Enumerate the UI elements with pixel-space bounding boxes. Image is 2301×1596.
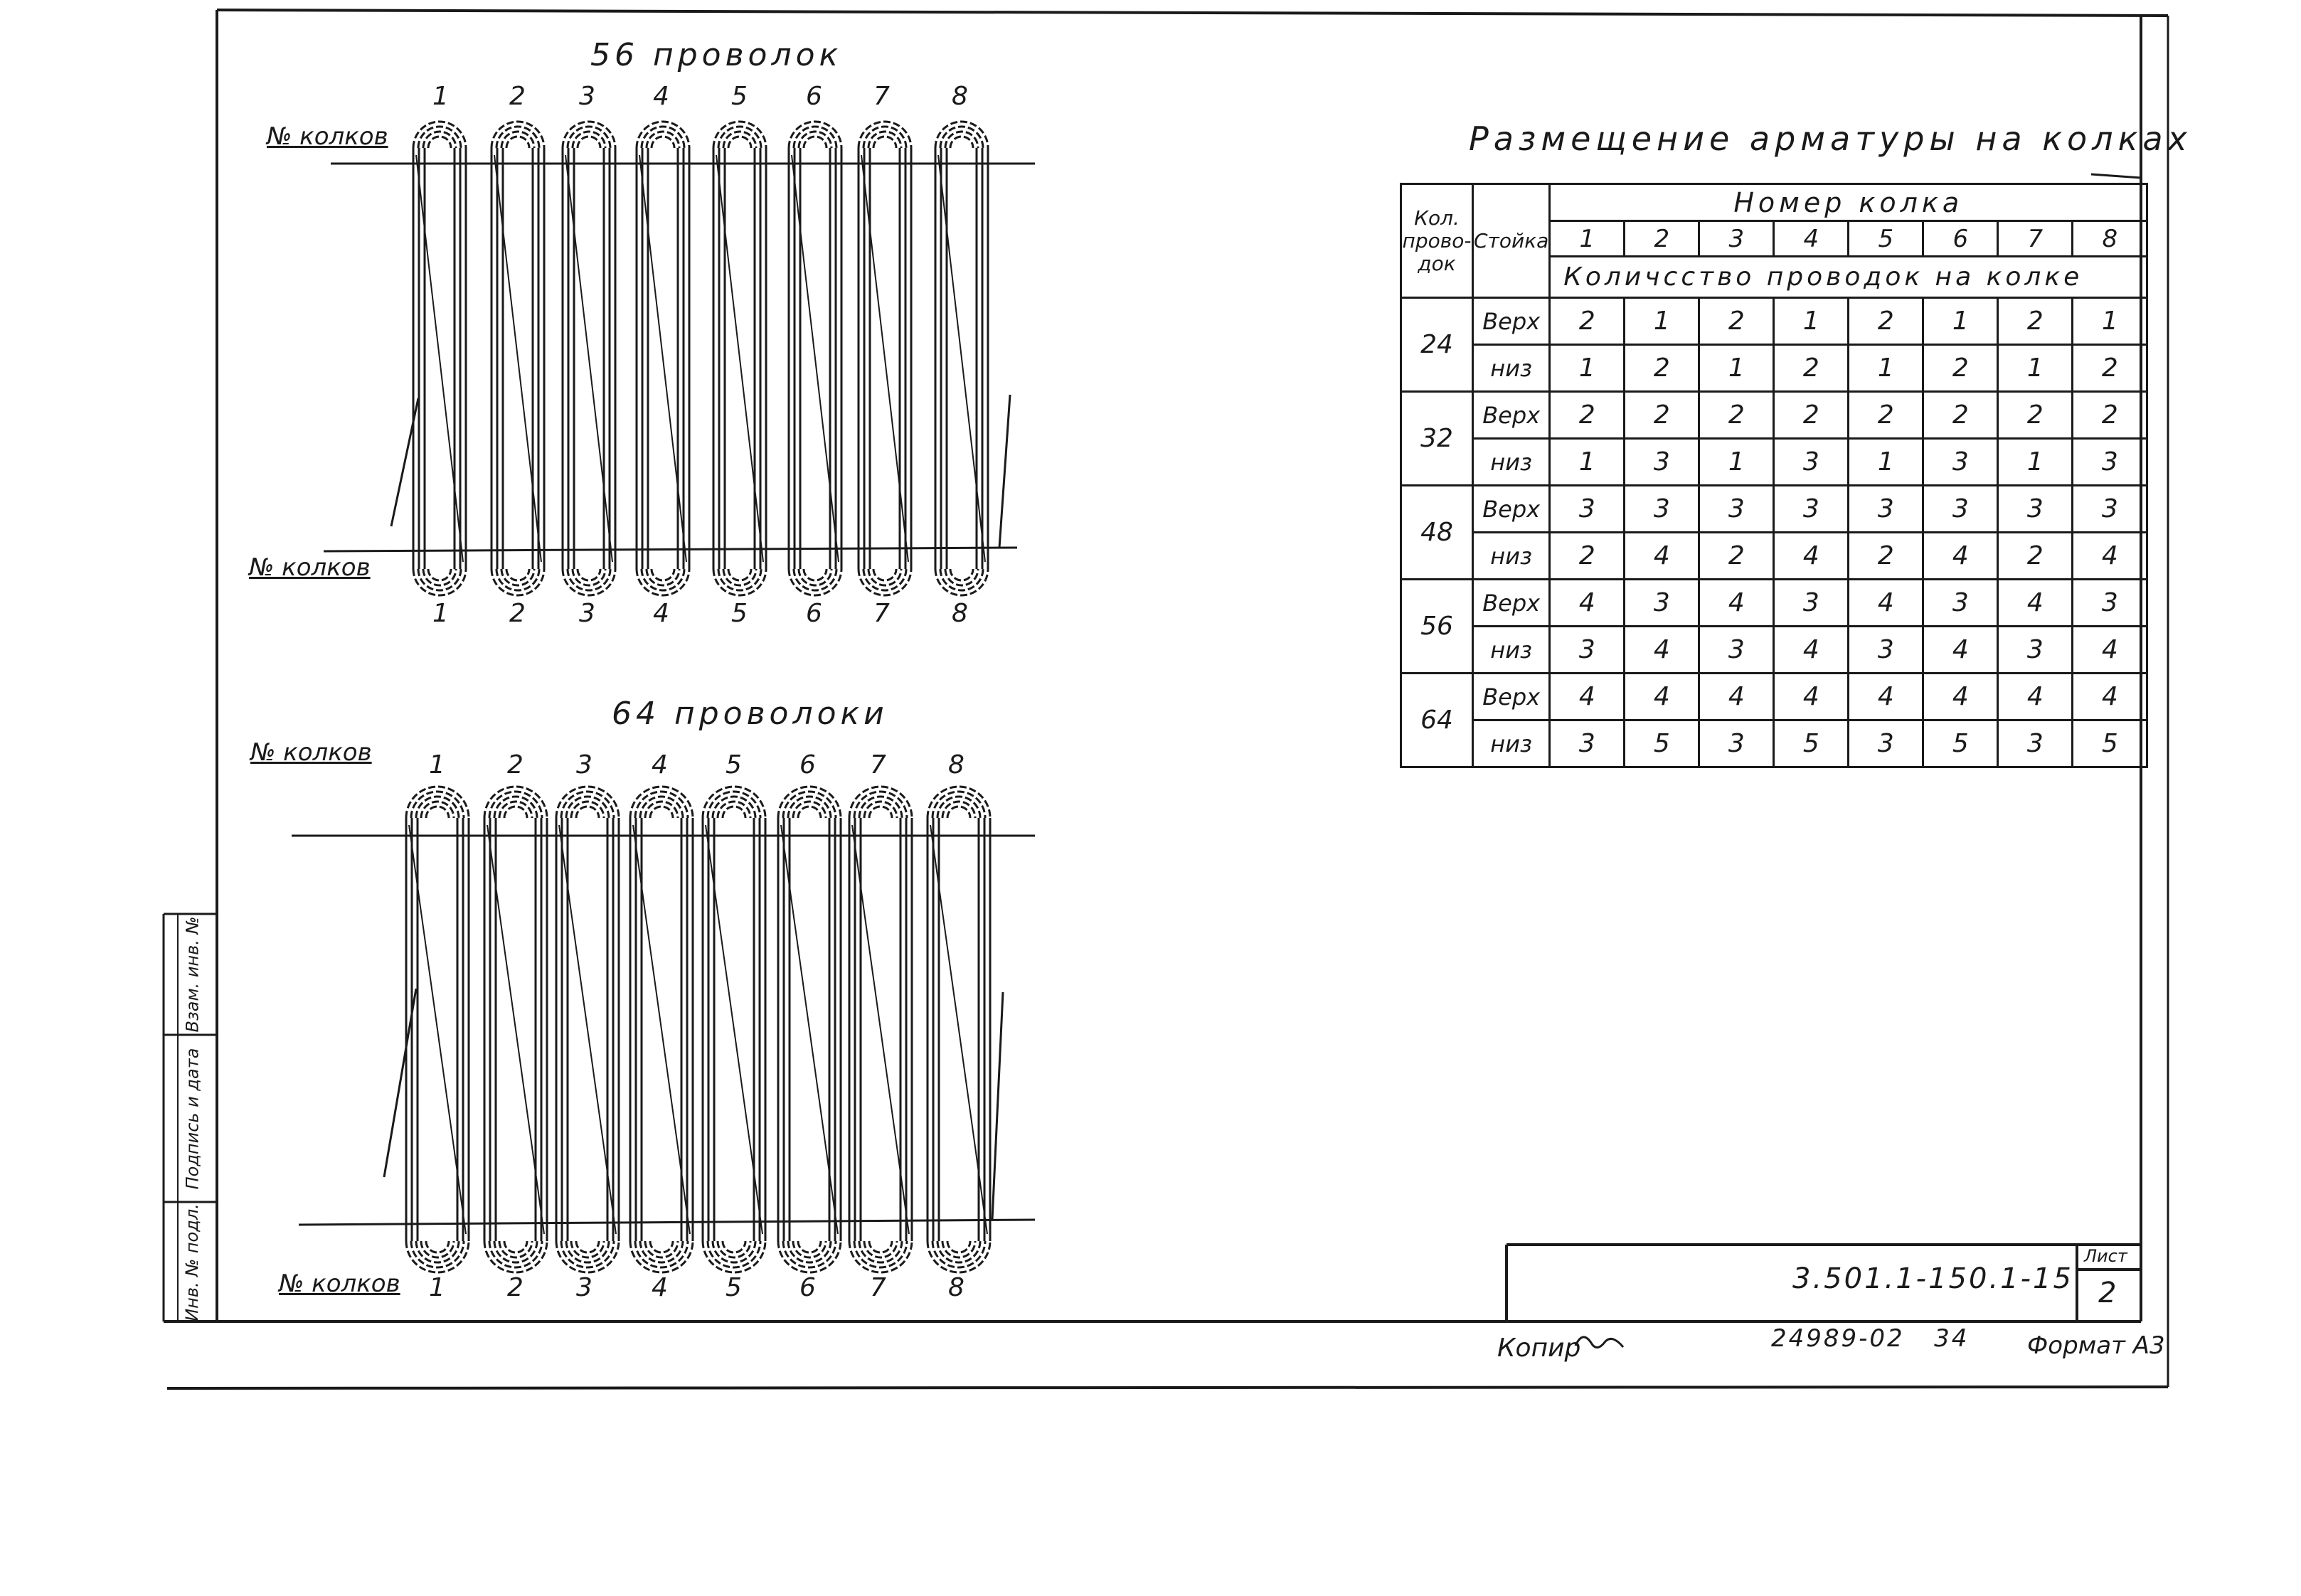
wire-count-value: 1 <box>1923 298 1998 345</box>
post-cell: Верх <box>1473 580 1550 627</box>
coil-loop <box>703 787 765 1272</box>
peg-number-label: 4 <box>653 82 669 111</box>
wire-count-value: 4 <box>1550 674 1625 720</box>
peg-number-cell: 2 <box>1625 221 1699 257</box>
peg-number-cell: 6 <box>1923 221 1998 257</box>
wire-count-value: 2 <box>1550 533 1625 580</box>
peg-number-label: 4 <box>652 750 668 780</box>
wire-count-value: 3 <box>1625 580 1699 627</box>
peg-number-cell: 1 <box>1550 221 1625 257</box>
post-cell: Верх <box>1473 674 1550 720</box>
peg-number-label: 2 <box>509 82 526 111</box>
diagram-64-top-label: № колков <box>250 738 372 767</box>
table-row <box>1401 674 2147 720</box>
wire-count-value: 3 <box>1923 580 1998 627</box>
wire-count-value: 4 <box>1923 674 1998 720</box>
coil-loop <box>637 122 689 595</box>
peg-number-label: 4 <box>652 1273 668 1302</box>
copied-by: Копир <box>1497 1334 1581 1363</box>
wire-count-value: 3 <box>1550 627 1625 674</box>
coil-loop <box>563 122 615 595</box>
post-cell: низ <box>1473 439 1550 486</box>
wire-count-value: 1 <box>1998 345 2073 392</box>
coil-loop <box>789 122 841 595</box>
wire-count-value: 4 <box>2073 674 2147 720</box>
wire-count-value: 4 <box>1625 533 1699 580</box>
coil-loop <box>928 787 990 1272</box>
peg-number-label: 6 <box>799 1273 816 1302</box>
wire-count-value: 4 <box>1550 580 1625 627</box>
wire-count-value: 1 <box>1550 439 1625 486</box>
side-stamp-cell: Подпись и дата <box>182 1048 203 1189</box>
wire-count-cell: 48 <box>1401 486 1473 580</box>
wire-count-value: 4 <box>2073 533 2147 580</box>
coil-loop <box>630 787 693 1272</box>
wire-count-value: 2 <box>1849 298 1923 345</box>
table-row <box>1401 627 2147 674</box>
wire-count-value: 3 <box>1699 627 1774 674</box>
post-cell: низ <box>1473 345 1550 392</box>
peg-number-label: 7 <box>873 599 890 628</box>
coil-loop <box>413 122 466 595</box>
wire-count-value: 4 <box>1625 627 1699 674</box>
peg-number-header: Номер колка <box>1550 184 2147 221</box>
diagram-64-bottom-label: № колков <box>279 1270 400 1298</box>
peg-number-label: 5 <box>731 599 748 628</box>
coil-diagram-56 <box>413 122 988 595</box>
diagram-56-top-label: № колков <box>267 122 388 151</box>
wire-count-value: 3 <box>1849 486 1923 533</box>
post-cell: Верх <box>1473 392 1550 439</box>
wire-count-value: 4 <box>1774 627 1849 674</box>
wire-count-value: 4 <box>1849 580 1923 627</box>
wire-count-value: 3 <box>1774 580 1849 627</box>
coil-loop <box>406 787 469 1272</box>
post-cell: низ <box>1473 720 1550 767</box>
sheet-label: Лист <box>2084 1246 2127 1266</box>
wire-count-value: 1 <box>1849 439 1923 486</box>
wire-count-value: 3 <box>1849 720 1923 767</box>
peg-number-label: 1 <box>432 82 449 111</box>
wire-count-value: 1 <box>1625 298 1699 345</box>
peg-number-label: 3 <box>576 1273 592 1302</box>
peg-number-label: 6 <box>806 599 822 628</box>
wire-count-value: 3 <box>1849 627 1923 674</box>
peg-number-label: 3 <box>579 599 595 628</box>
wire-count-cell: 64 <box>1401 674 1473 767</box>
coil-loop <box>491 122 544 595</box>
wire-count-value: 1 <box>1998 439 2073 486</box>
wire-count-value: 1 <box>1699 345 1774 392</box>
peg-number-cell: 7 <box>1998 221 2073 257</box>
wire-count-value: 5 <box>2073 720 2147 767</box>
table-title: Размещение арматуры на колках <box>1469 119 2192 158</box>
peg-number-cell: 3 <box>1699 221 1774 257</box>
post-cell: Верх <box>1473 486 1550 533</box>
peg-number-cell: 4 <box>1774 221 1849 257</box>
wire-count-value: 2 <box>1625 345 1699 392</box>
peg-number-label: 8 <box>952 599 968 628</box>
wire-count-value: 3 <box>1774 486 1849 533</box>
peg-number-label: 1 <box>432 599 449 628</box>
wire-count-value: 4 <box>2073 627 2147 674</box>
wire-count-value: 3 <box>1625 486 1699 533</box>
post-cell: низ <box>1473 627 1550 674</box>
peg-number-label: 7 <box>873 82 890 111</box>
wire-count-value: 3 <box>1550 486 1625 533</box>
wire-count-value: 3 <box>1774 439 1849 486</box>
side-stamp-cell: Взам. инв. № <box>182 916 203 1033</box>
wire-count-cell: 56 <box>1401 580 1473 674</box>
paper-format: Формат А3 <box>2027 1331 2165 1360</box>
peg-number-cell: 8 <box>2073 221 2147 257</box>
wire-count-value: 2 <box>1998 298 2073 345</box>
diagram-56-bottom-label: № колков <box>249 553 371 582</box>
peg-number-label: 6 <box>799 750 816 780</box>
side-stamp-cell: Инв. № подл. <box>182 1203 203 1321</box>
wire-count-value: 2 <box>1699 533 1774 580</box>
col-wires-header: Кол. прово- док <box>1401 184 1473 298</box>
peg-number-label: 5 <box>726 750 742 780</box>
coil-loop <box>935 122 988 595</box>
wire-count-value: 2 <box>1998 392 2073 439</box>
post-cell: низ <box>1473 533 1550 580</box>
peg-number-label: 8 <box>948 750 964 780</box>
peg-number-label: 7 <box>870 750 886 780</box>
wire-count-value: 1 <box>1550 345 1625 392</box>
wire-count-value: 2 <box>1625 392 1699 439</box>
coil-loop <box>778 787 841 1272</box>
wire-count-value: 4 <box>1923 627 1998 674</box>
wire-count-value: 2 <box>1849 392 1923 439</box>
table-row <box>1401 486 2147 533</box>
peg-number-label: 3 <box>579 82 595 111</box>
wire-count-value: 3 <box>1998 720 2073 767</box>
table-row <box>1401 439 2147 486</box>
wire-count-value: 2 <box>1550 392 1625 439</box>
peg-number-label: 2 <box>509 599 526 628</box>
wire-count-value: 2 <box>1998 533 2073 580</box>
peg-number-label: 6 <box>806 82 822 111</box>
wire-count-value: 3 <box>1923 439 1998 486</box>
table-row <box>1401 392 2147 439</box>
wire-count-cell: 24 <box>1401 298 1473 392</box>
col-post-header: Стойка <box>1473 184 1550 298</box>
wire-count-value: 4 <box>1774 674 1849 720</box>
wire-count-value: 3 <box>1923 486 1998 533</box>
wire-count-value: 4 <box>1923 533 1998 580</box>
wire-count-value: 3 <box>1699 486 1774 533</box>
peg-number-label: 7 <box>870 1273 886 1302</box>
wire-count-value: 4 <box>1625 674 1699 720</box>
coil-loop <box>713 122 766 595</box>
coil-loop <box>484 787 547 1272</box>
coil-loop <box>556 787 619 1272</box>
wire-count-value: 1 <box>1849 345 1923 392</box>
wire-count-value: 4 <box>1699 674 1774 720</box>
wire-count-value: 3 <box>1699 720 1774 767</box>
diagram-64-title: 64 проволоки <box>612 696 888 732</box>
wire-count-value: 3 <box>1550 720 1625 767</box>
peg-number-label: 2 <box>507 750 524 780</box>
wire-count-value: 3 <box>1998 627 2073 674</box>
wire-count-value: 2 <box>1699 392 1774 439</box>
table-row <box>1401 298 2147 345</box>
peg-number-label: 8 <box>952 82 968 111</box>
wire-count-value: 2 <box>2073 392 2147 439</box>
diagram-56-title: 56 проволок <box>590 37 843 73</box>
wire-count-value: 4 <box>1849 674 1923 720</box>
wire-count-value: 3 <box>1998 486 2073 533</box>
table-row <box>1401 720 2147 767</box>
wire-count-value: 2 <box>1774 392 1849 439</box>
wire-count-value: 2 <box>1699 298 1774 345</box>
peg-number-label: 5 <box>726 1273 742 1302</box>
wire-count-value: 5 <box>1923 720 1998 767</box>
peg-number-label: 5 <box>731 82 748 111</box>
wire-count-value: 4 <box>1998 580 2073 627</box>
side-stamp <box>164 914 220 1323</box>
sheet-number: 2 <box>2098 1277 2117 1309</box>
wire-count-value: 2 <box>1923 345 1998 392</box>
wire-count-value: 2 <box>1849 533 1923 580</box>
table-row <box>1401 345 2147 392</box>
post-cell: Верх <box>1473 298 1550 345</box>
wire-count-value: 1 <box>2073 298 2147 345</box>
wire-count-value: 2 <box>1550 298 1625 345</box>
wire-count-value: 5 <box>1774 720 1849 767</box>
peg-number-label: 3 <box>576 750 592 780</box>
coil-loop <box>849 787 912 1272</box>
wire-count-value: 2 <box>2073 345 2147 392</box>
count-header: Количсство проводок на колке <box>1550 257 2147 298</box>
wire-count-value: 3 <box>2073 486 2147 533</box>
wire-count-value: 4 <box>1699 580 1774 627</box>
wire-count-value: 2 <box>1774 345 1849 392</box>
document-code: 3.501.1-150.1-15 <box>1792 1262 2073 1295</box>
wire-count-value: 5 <box>1625 720 1699 767</box>
signature-mark <box>1575 1337 1623 1348</box>
peg-number-label: 4 <box>653 599 669 628</box>
wire-count-cell: 32 <box>1401 392 1473 486</box>
table-row <box>1401 580 2147 627</box>
wire-count-value: 3 <box>1625 439 1699 486</box>
peg-placement-table <box>1400 183 2148 768</box>
peg-number-label: 8 <box>948 1273 964 1302</box>
peg-number-cell: 5 <box>1849 221 1923 257</box>
wire-count-value: 3 <box>2073 580 2147 627</box>
coil-diagram-64 <box>406 787 990 1272</box>
coil-loop <box>859 122 911 595</box>
wire-count-value: 1 <box>1774 298 1849 345</box>
wire-count-value: 2 <box>1923 392 1998 439</box>
wire-count-value: 4 <box>1998 674 2073 720</box>
wire-count-value: 4 <box>1774 533 1849 580</box>
wire-count-value: 3 <box>2073 439 2147 486</box>
peg-number-label: 1 <box>429 750 445 780</box>
peg-number-label: 2 <box>507 1273 524 1302</box>
table-row <box>1401 533 2147 580</box>
wire-count-value: 1 <box>1699 439 1774 486</box>
order-number: 24989-02 34 <box>1771 1324 1970 1353</box>
peg-number-label: 1 <box>429 1273 445 1302</box>
